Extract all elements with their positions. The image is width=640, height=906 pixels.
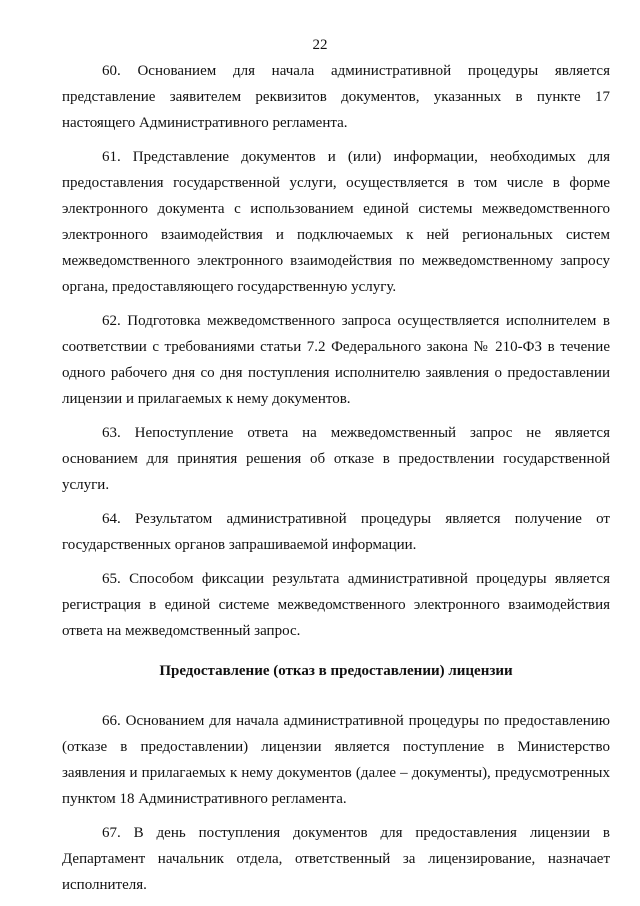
paragraph-63: 63. Непоступление ответа на межведомственный запрос не является основанием для принятия решения об отказе в предоствлении государственной услуги. — [62, 425, 610, 493]
page-number: 22 — [312, 37, 328, 53]
paragraph-64: 64. Результатом административной процедуры является получение от государственных органов запрашиваемой информации. — [62, 511, 610, 553]
paragraph-60: 60. Основанием для начала административной процедуры является представление заявителем реквизитов документов, указанных в пункте 17 настоящего Административного регламента. — [62, 63, 610, 131]
document-body — [62, 58, 610, 906]
section-heading: Предоставление (отказ в предоставлении) лицензии — [159, 663, 513, 679]
paragraph-66: 66. Основанием для начала административной процедуры по предоставлению (отказе в предоставлении) лицензии является поступление в Министерство заявления и прилагаемых к нему документов (далее – документы), предусмотренных пунктом 18 Административного регламента. — [62, 713, 610, 807]
paragraph-62: 62. Подготовка межведомственного запроса осуществляется исполнителем в соответствии с требованиями статьи 7.2 Федерального закона № 210-ФЗ в течение одного рабочего дня со дня поступления исполнителю заявления о предоставлении лицензии и прилагаемых к нему документов. — [62, 313, 610, 407]
paragraph-61: 61. Представление документов и (или) информации, необходимых для предоставления государственной услуги, осуществляется в том числе в форме электронного документа с использованием единой системы межведомственного электронного взаимодействия и подключаемых к ней региональных систем межведомственного электронного взаимодействия по межведомственному запросу органа, предоставляющего государственную услугу. — [62, 149, 610, 295]
paragraph-65: 65. Способом фиксации результата административной процедуры является регистрация в единой системе межведомственного электронного взаимодействия ответа на межведомственный запрос. — [62, 571, 610, 639]
paragraph-67: 67. В день поступления документов для предоставления лицензии в Департамент начальник отдела, ответственный за лицензирование, назначает исполнителя. — [62, 825, 610, 893]
